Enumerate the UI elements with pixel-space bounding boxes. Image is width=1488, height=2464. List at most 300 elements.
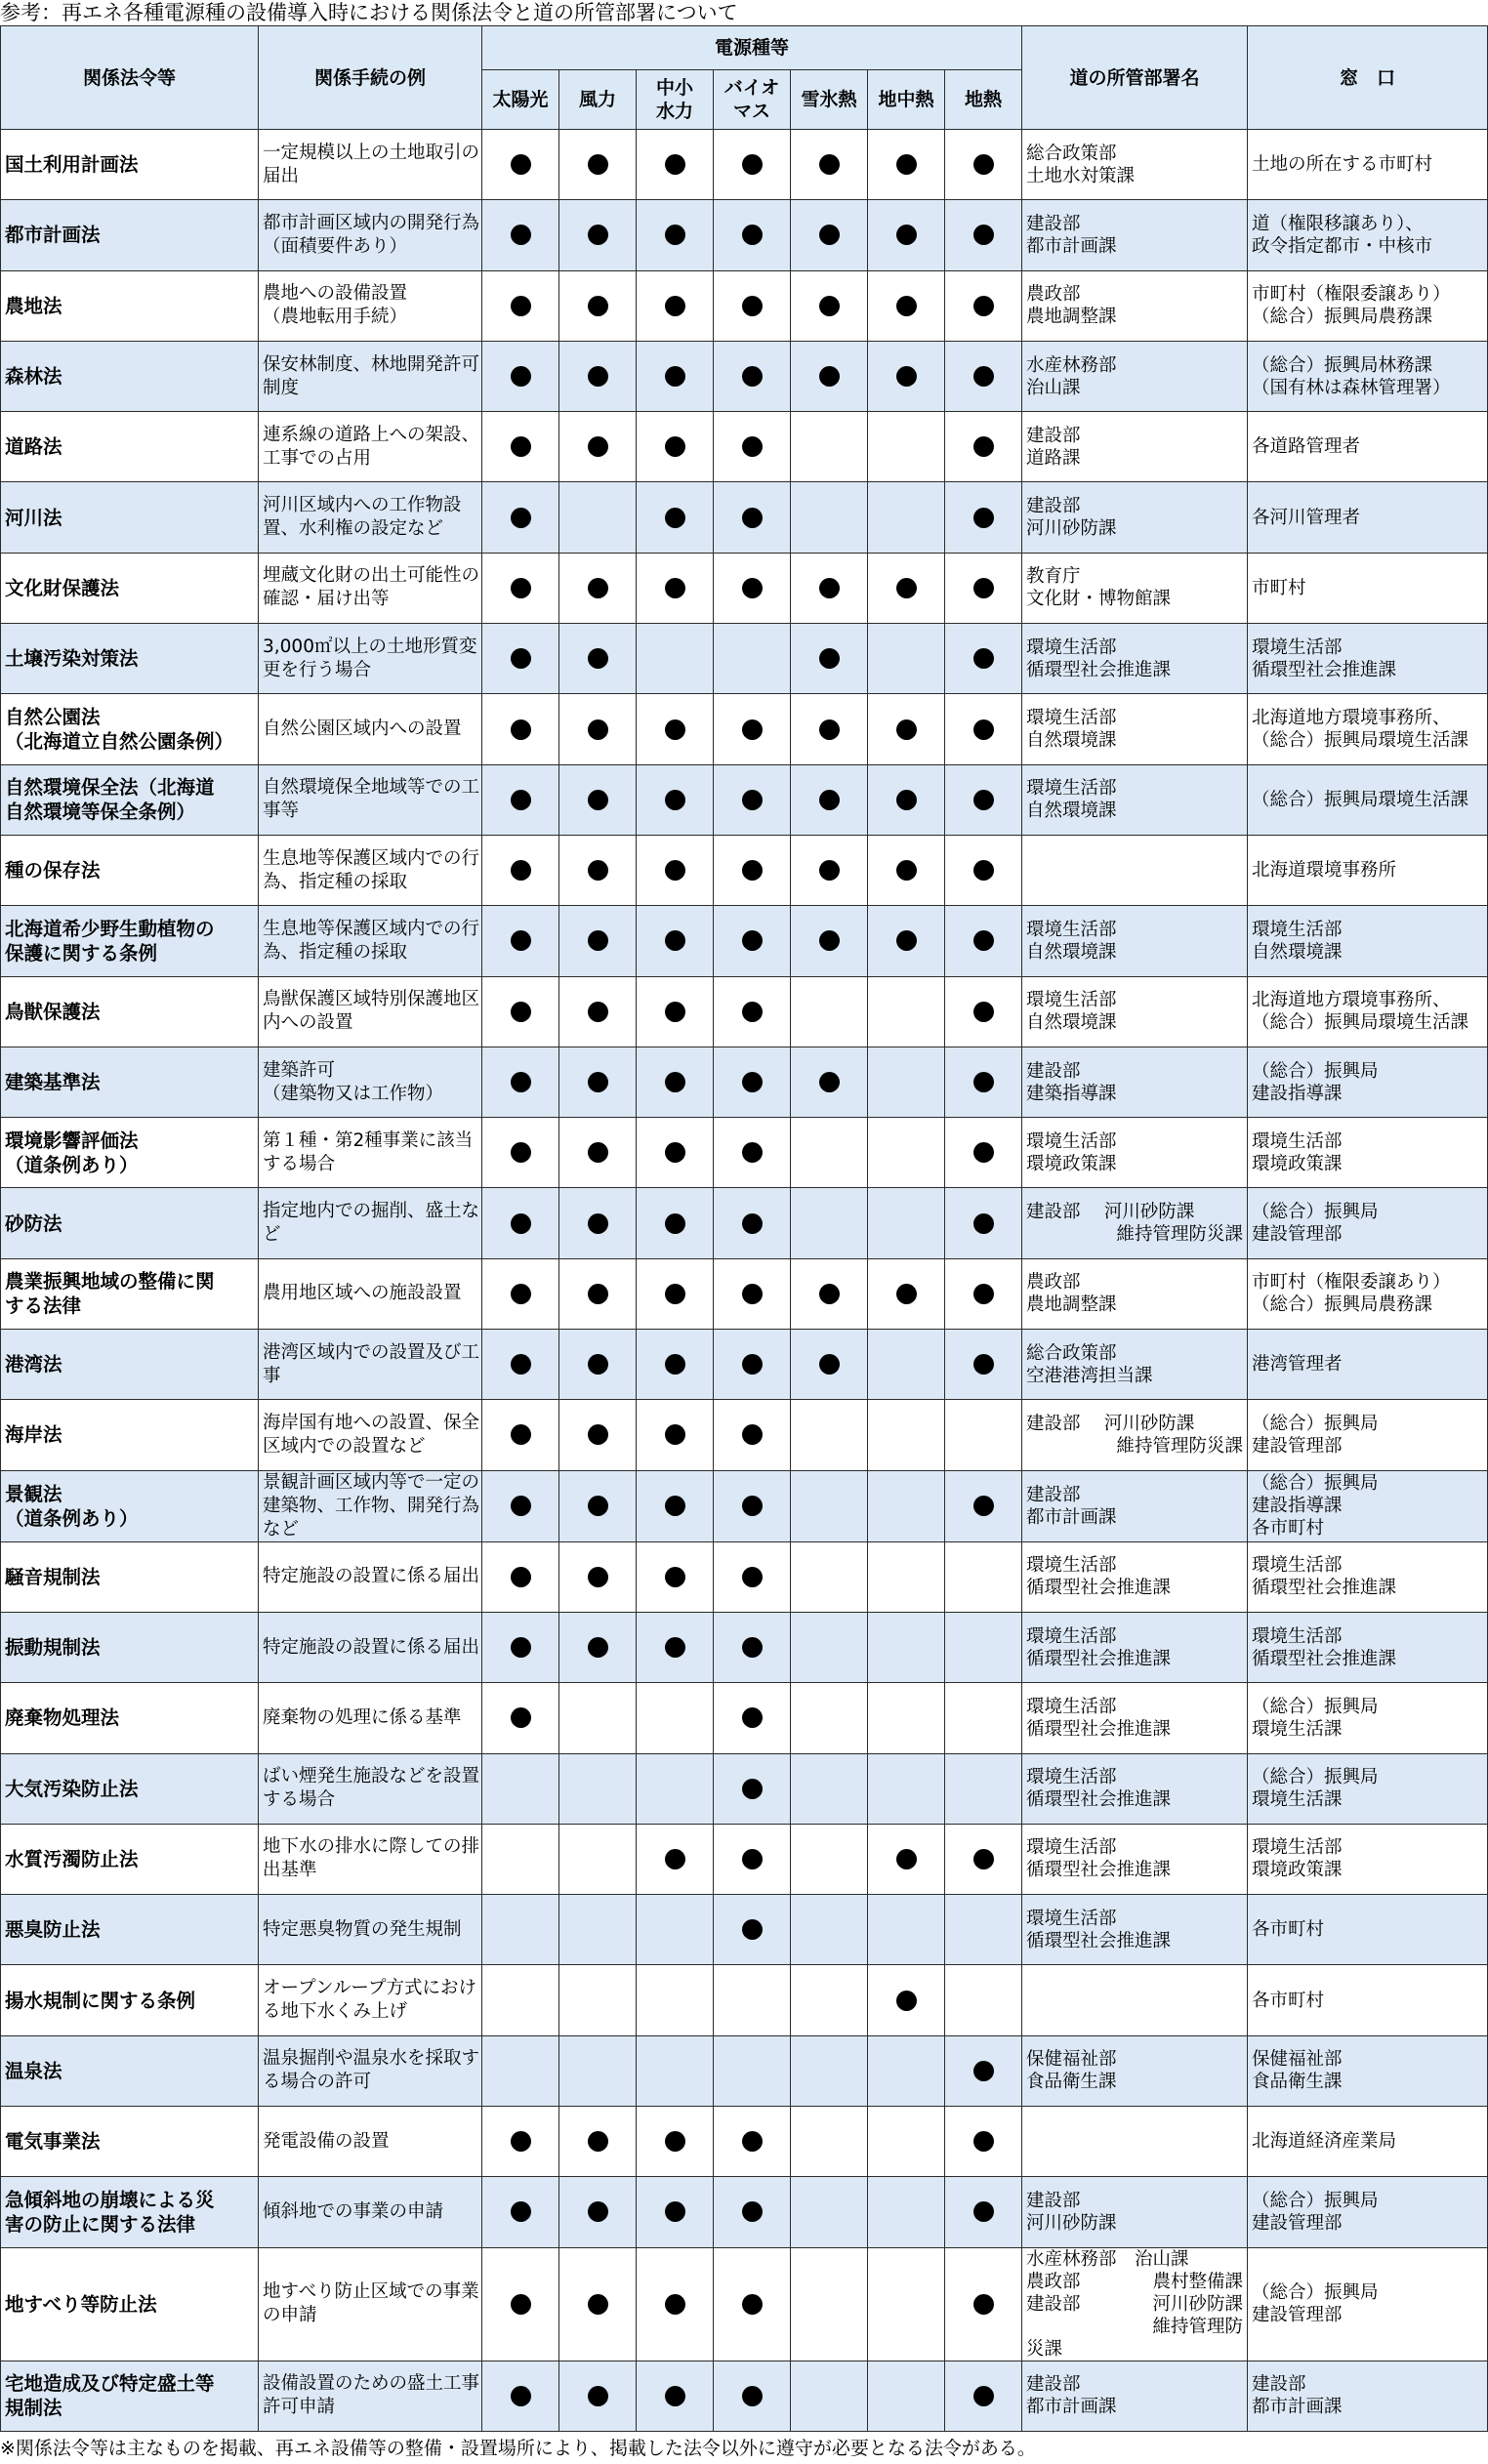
applicable-dot-icon bbox=[588, 1002, 608, 1022]
applicability-cell bbox=[482, 1047, 559, 1117]
department-cell: 水産林務部 治山課 農政部 農村整備課 建設部 河川砂防課 維持管理防災課 bbox=[1022, 2247, 1248, 2361]
header-power-type: 地熱 bbox=[945, 70, 1022, 130]
applicable-dot-icon bbox=[511, 1496, 531, 1516]
department-cell: 保健福祉部 食品衛生課 bbox=[1022, 2035, 1248, 2106]
department-cell: 総合政策部 土地水対策課 bbox=[1022, 130, 1248, 200]
law-name-cell: 種の保存法 bbox=[1, 835, 259, 905]
applicability-cell bbox=[482, 1188, 559, 1258]
applicability-cell bbox=[637, 835, 714, 905]
applicability-cell bbox=[791, 1965, 868, 2035]
applicability-cell bbox=[714, 1047, 791, 1117]
applicability-cell bbox=[637, 2247, 714, 2361]
contact-cell: （総合）振興局 建設管理部 bbox=[1248, 2177, 1488, 2247]
applicable-dot-icon bbox=[742, 225, 763, 245]
department-cell: 総合政策部 空港港湾担当課 bbox=[1022, 1330, 1248, 1400]
applicability-cell bbox=[868, 624, 945, 694]
applicability-cell bbox=[637, 694, 714, 764]
table-row bbox=[1, 1400, 1488, 1470]
applicability-cell bbox=[714, 1470, 791, 1541]
applicable-dot-icon bbox=[742, 1567, 763, 1587]
procedure-cell: 設備設置のための盛土工事許可申請 bbox=[259, 2361, 482, 2431]
header-law: 関係法令等 bbox=[1, 26, 259, 130]
applicable-dot-icon bbox=[973, 1213, 994, 1234]
applicability-cell bbox=[482, 130, 559, 200]
applicability-cell bbox=[868, 764, 945, 835]
applicability-cell bbox=[559, 835, 637, 905]
applicable-dot-icon bbox=[973, 508, 994, 528]
procedure-cell: 埋蔵文化財の出土可能性の確認・届け出等 bbox=[259, 553, 482, 623]
applicable-dot-icon bbox=[665, 1354, 685, 1375]
applicability-cell bbox=[637, 1188, 714, 1258]
contact-cell: 環境生活部 環境政策課 bbox=[1248, 1824, 1488, 1894]
applicability-cell bbox=[868, 1330, 945, 1400]
applicability-cell bbox=[791, 1258, 868, 1329]
applicable-dot-icon bbox=[588, 154, 608, 175]
procedure-cell: 地すべり防止区域での事業の申請 bbox=[259, 2247, 482, 2361]
applicable-dot-icon bbox=[511, 1002, 531, 1022]
applicable-dot-icon bbox=[896, 154, 917, 175]
contact-cell: （総合）振興局 建設管理部 bbox=[1248, 1188, 1488, 1258]
applicability-cell bbox=[559, 2107, 637, 2177]
applicability-cell bbox=[482, 1965, 559, 2035]
applicable-dot-icon bbox=[511, 154, 531, 175]
applicability-cell bbox=[637, 553, 714, 623]
law-name-cell: 自然環境保全法（北海道 自然環境等保全条例） bbox=[1, 764, 259, 835]
law-name-cell: 農業振興地域の整備に関 する法律 bbox=[1, 1258, 259, 1329]
applicability-cell bbox=[945, 1612, 1022, 1682]
applicability-cell bbox=[791, 2247, 868, 2361]
applicable-dot-icon bbox=[665, 860, 685, 881]
applicability-cell bbox=[791, 1188, 868, 1258]
procedure-cell: 特定悪臭物質の発生規制 bbox=[259, 1895, 482, 1965]
applicability-cell bbox=[868, 2107, 945, 2177]
applicable-dot-icon bbox=[973, 790, 994, 810]
applicability-cell bbox=[559, 694, 637, 764]
table-row bbox=[1, 2247, 1488, 2361]
applicable-dot-icon bbox=[742, 930, 763, 951]
table-row bbox=[1, 1683, 1488, 1753]
applicability-cell bbox=[945, 1824, 1022, 1894]
applicability-cell bbox=[868, 1824, 945, 1894]
table-row bbox=[1, 624, 1488, 694]
applicability-cell bbox=[945, 1400, 1022, 1470]
applicable-dot-icon bbox=[973, 578, 994, 598]
department-cell: 水産林務部 治山課 bbox=[1022, 341, 1248, 411]
applicability-cell bbox=[714, 624, 791, 694]
applicability-cell bbox=[714, 1612, 791, 1682]
applicability-cell bbox=[945, 1965, 1022, 2035]
applicability-cell bbox=[868, 482, 945, 553]
applicability-cell bbox=[637, 1753, 714, 1824]
applicable-dot-icon bbox=[588, 930, 608, 951]
applicable-dot-icon bbox=[742, 1779, 763, 1799]
law-name-cell: 鳥獣保護法 bbox=[1, 976, 259, 1047]
applicability-cell bbox=[559, 2177, 637, 2247]
applicability-cell bbox=[714, 1541, 791, 1612]
applicability-cell bbox=[714, 976, 791, 1047]
applicability-cell bbox=[791, 1118, 868, 1188]
applicability-cell bbox=[637, 1330, 714, 1400]
applicability-cell bbox=[637, 1965, 714, 2035]
applicability-cell bbox=[791, 976, 868, 1047]
applicability-cell bbox=[559, 1258, 637, 1329]
applicability-cell bbox=[868, 270, 945, 341]
table-row bbox=[1, 1895, 1488, 1965]
applicable-dot-icon bbox=[973, 296, 994, 316]
table-row bbox=[1, 200, 1488, 270]
applicability-cell bbox=[791, 694, 868, 764]
contact-cell: 土地の所在する市町村 bbox=[1248, 130, 1488, 200]
applicable-dot-icon bbox=[588, 296, 608, 316]
contact-cell: 環境生活部 循環型社会推進課 bbox=[1248, 624, 1488, 694]
applicable-dot-icon bbox=[742, 436, 763, 457]
applicable-dot-icon bbox=[588, 366, 608, 387]
applicability-cell bbox=[945, 270, 1022, 341]
applicability-cell bbox=[868, 976, 945, 1047]
applicability-cell bbox=[559, 1470, 637, 1541]
procedure-cell: 連系線の道路上への架設、工事での占用 bbox=[259, 412, 482, 482]
applicability-cell bbox=[637, 270, 714, 341]
law-name-cell: 国土利用計画法 bbox=[1, 130, 259, 200]
applicable-dot-icon bbox=[511, 366, 531, 387]
applicable-dot-icon bbox=[742, 1002, 763, 1022]
applicability-cell bbox=[945, 1683, 1022, 1753]
contact-cell: （総合）振興局 建設管理部 bbox=[1248, 2247, 1488, 2361]
applicability-cell bbox=[637, 906, 714, 976]
applicability-cell bbox=[559, 1330, 637, 1400]
applicability-cell bbox=[559, 412, 637, 482]
contact-cell: （総合）振興局 環境生活課 bbox=[1248, 1753, 1488, 1824]
applicable-dot-icon bbox=[665, 154, 685, 175]
law-name-cell: 温泉法 bbox=[1, 2035, 259, 2106]
applicability-cell bbox=[482, 482, 559, 553]
applicable-dot-icon bbox=[742, 154, 763, 175]
applicable-dot-icon bbox=[819, 790, 840, 810]
applicable-dot-icon bbox=[742, 1284, 763, 1304]
applicable-dot-icon bbox=[665, 508, 685, 528]
applicable-dot-icon bbox=[511, 2131, 531, 2152]
contact-cell: （総合）振興局 建設指導課 各市町村 bbox=[1248, 1470, 1488, 1541]
procedure-cell: 発電設備の設置 bbox=[259, 2107, 482, 2177]
contact-cell: 各市町村 bbox=[1248, 1965, 1488, 2035]
applicable-dot-icon bbox=[588, 719, 608, 740]
table-row bbox=[1, 2361, 1488, 2431]
department-cell: 環境生活部 循環型社会推進課 bbox=[1022, 1753, 1248, 1824]
procedure-cell: ばい煙発生施設などを設置する場合 bbox=[259, 1753, 482, 1824]
applicability-cell bbox=[868, 1188, 945, 1258]
header-procedure: 関係手続の例 bbox=[259, 26, 482, 130]
applicability-cell bbox=[945, 553, 1022, 623]
applicable-dot-icon bbox=[588, 225, 608, 245]
procedure-cell: 農用地区域への施設設置 bbox=[259, 1258, 482, 1329]
applicability-cell bbox=[791, 200, 868, 270]
applicability-cell bbox=[791, 2361, 868, 2431]
applicability-cell bbox=[482, 270, 559, 341]
applicable-dot-icon bbox=[511, 1567, 531, 1587]
applicable-dot-icon bbox=[973, 2061, 994, 2081]
applicability-cell bbox=[637, 2361, 714, 2431]
table-row bbox=[1, 341, 1488, 411]
applicability-cell bbox=[868, 1965, 945, 2035]
applicability-cell bbox=[945, 2247, 1022, 2361]
applicable-dot-icon bbox=[665, 1849, 685, 1869]
applicability-cell bbox=[791, 2177, 868, 2247]
applicable-dot-icon bbox=[665, 2386, 685, 2406]
applicability-cell bbox=[714, 1118, 791, 1188]
applicable-dot-icon bbox=[511, 930, 531, 951]
applicable-dot-icon bbox=[819, 1354, 840, 1375]
contact-cell: 道（権限移譲あり）、 政令指定都市・中核市 bbox=[1248, 200, 1488, 270]
applicability-cell bbox=[868, 2177, 945, 2247]
procedure-cell: 都市計画区域内の開発行為（面積要件あり） bbox=[259, 200, 482, 270]
applicability-cell bbox=[791, 1470, 868, 1541]
contact-cell: 北海道地方環境事務所、 （総合）振興局環境生活課 bbox=[1248, 694, 1488, 764]
applicable-dot-icon bbox=[819, 366, 840, 387]
applicable-dot-icon bbox=[742, 1142, 763, 1163]
applicability-cell bbox=[714, 764, 791, 835]
applicable-dot-icon bbox=[742, 1354, 763, 1375]
contact-cell: 保健福祉部 食品衛生課 bbox=[1248, 2035, 1488, 2106]
applicability-cell bbox=[559, 1612, 637, 1682]
applicable-dot-icon bbox=[665, 366, 685, 387]
applicability-cell bbox=[945, 200, 1022, 270]
table-row bbox=[1, 1258, 1488, 1329]
applicability-cell bbox=[945, 482, 1022, 553]
law-name-cell: 土壌汚染対策法 bbox=[1, 624, 259, 694]
department-cell: 環境生活部 循環型社会推進課 bbox=[1022, 624, 1248, 694]
applicable-dot-icon bbox=[742, 1072, 763, 1092]
applicable-dot-icon bbox=[511, 578, 531, 598]
applicability-cell bbox=[868, 412, 945, 482]
applicable-dot-icon bbox=[819, 930, 840, 951]
department-cell: 建設部 河川砂防課 維持管理防災課 bbox=[1022, 1188, 1248, 1258]
applicability-cell bbox=[482, 835, 559, 905]
law-name-cell: 振動規制法 bbox=[1, 1612, 259, 1682]
applicability-cell bbox=[714, 906, 791, 976]
applicable-dot-icon bbox=[511, 648, 531, 669]
applicable-dot-icon bbox=[588, 1284, 608, 1304]
applicability-cell bbox=[637, 1824, 714, 1894]
applicability-cell bbox=[868, 835, 945, 905]
header-power-type: 中小 水力 bbox=[637, 70, 714, 130]
applicable-dot-icon bbox=[588, 578, 608, 598]
applicable-dot-icon bbox=[511, 225, 531, 245]
procedure-cell: 特定施設の設置に係る届出 bbox=[259, 1612, 482, 1682]
applicability-cell bbox=[868, 553, 945, 623]
applicability-cell bbox=[791, 1895, 868, 1965]
contact-cell: （総合）振興局環境生活課 bbox=[1248, 764, 1488, 835]
regulations-table-container bbox=[0, 25, 1488, 2432]
applicability-cell bbox=[945, 1895, 1022, 1965]
applicability-cell bbox=[714, 2177, 791, 2247]
applicable-dot-icon bbox=[973, 436, 994, 457]
applicability-cell bbox=[714, 2361, 791, 2431]
applicability-cell bbox=[559, 130, 637, 200]
applicability-cell bbox=[637, 1895, 714, 1965]
applicable-dot-icon bbox=[588, 1567, 608, 1587]
applicability-cell bbox=[945, 1541, 1022, 1612]
law-name-cell: 北海道希少野生動植物の 保護に関する条例 bbox=[1, 906, 259, 976]
applicable-dot-icon bbox=[588, 1496, 608, 1516]
department-cell: 建設部 河川砂防課 bbox=[1022, 482, 1248, 553]
applicability-cell bbox=[637, 1047, 714, 1117]
applicability-cell bbox=[791, 482, 868, 553]
applicable-dot-icon bbox=[511, 2294, 531, 2315]
table-row bbox=[1, 2035, 1488, 2106]
applicability-cell bbox=[714, 1824, 791, 1894]
applicability-cell bbox=[559, 200, 637, 270]
contact-cell: 環境生活部 循環型社会推進課 bbox=[1248, 1541, 1488, 1612]
applicable-dot-icon bbox=[973, 2386, 994, 2406]
department-cell: 環境生活部 自然環境課 bbox=[1022, 976, 1248, 1047]
applicability-cell bbox=[482, 2177, 559, 2247]
law-name-cell: 環境影響評価法 （道条例あり） bbox=[1, 1118, 259, 1188]
applicable-dot-icon bbox=[819, 719, 840, 740]
applicability-cell bbox=[559, 1188, 637, 1258]
applicable-dot-icon bbox=[973, 2294, 994, 2315]
applicability-cell bbox=[868, 1400, 945, 1470]
table-row bbox=[1, 1470, 1488, 1541]
law-name-cell: 自然公園法 （北海道立自然公園条例） bbox=[1, 694, 259, 764]
applicable-dot-icon bbox=[511, 296, 531, 316]
applicable-dot-icon bbox=[665, 1496, 685, 1516]
table-row bbox=[1, 553, 1488, 623]
applicability-cell bbox=[559, 1824, 637, 1894]
contact-cell: 建設部 都市計画課 bbox=[1248, 2361, 1488, 2431]
applicable-dot-icon bbox=[588, 860, 608, 881]
department-cell: 環境生活部 循環型社会推進課 bbox=[1022, 1612, 1248, 1682]
contact-cell: 環境生活部 循環型社会推進課 bbox=[1248, 1612, 1488, 1682]
applicability-cell bbox=[945, 130, 1022, 200]
header-department: 道の所管部署名 bbox=[1022, 26, 1248, 130]
applicable-dot-icon bbox=[665, 1284, 685, 1304]
applicability-cell bbox=[868, 1118, 945, 1188]
law-name-cell: 建築基準法 bbox=[1, 1047, 259, 1117]
applicable-dot-icon bbox=[665, 2201, 685, 2222]
department-cell: 環境生活部 循環型社会推進課 bbox=[1022, 1895, 1248, 1965]
department-cell: 建設部 河川砂防課 維持管理防災課 bbox=[1022, 1400, 1248, 1470]
applicability-cell bbox=[945, 906, 1022, 976]
applicable-dot-icon bbox=[588, 1354, 608, 1375]
applicable-dot-icon bbox=[665, 296, 685, 316]
procedure-cell: 生息地等保護区域内での行為、指定種の採取 bbox=[259, 906, 482, 976]
applicability-cell bbox=[482, 1612, 559, 1682]
applicable-dot-icon bbox=[511, 508, 531, 528]
law-name-cell: 道路法 bbox=[1, 412, 259, 482]
procedure-cell: 河川区域内への工作物設置、水利権の設定など bbox=[259, 482, 482, 553]
applicability-cell bbox=[559, 764, 637, 835]
department-cell: 建設部 河川砂防課 bbox=[1022, 2177, 1248, 2247]
procedure-cell: 景観計画区域内等で一定の建築物、工作物、開発行為など bbox=[259, 1470, 482, 1541]
applicable-dot-icon bbox=[742, 508, 763, 528]
department-cell: 環境生活部 自然環境課 bbox=[1022, 694, 1248, 764]
applicable-dot-icon bbox=[742, 366, 763, 387]
applicability-cell bbox=[482, 1118, 559, 1188]
applicability-cell bbox=[482, 624, 559, 694]
applicability-cell bbox=[945, 1118, 1022, 1188]
applicable-dot-icon bbox=[896, 225, 917, 245]
applicability-cell bbox=[559, 2035, 637, 2106]
applicability-cell bbox=[945, 1330, 1022, 1400]
applicable-dot-icon bbox=[742, 790, 763, 810]
applicable-dot-icon bbox=[973, 860, 994, 881]
table-row bbox=[1, 1330, 1488, 1400]
applicability-cell bbox=[791, 1683, 868, 1753]
applicability-cell bbox=[945, 694, 1022, 764]
applicable-dot-icon bbox=[973, 225, 994, 245]
applicability-cell bbox=[791, 764, 868, 835]
applicable-dot-icon bbox=[819, 860, 840, 881]
applicability-cell bbox=[637, 1541, 714, 1612]
applicability-cell bbox=[637, 341, 714, 411]
applicability-cell bbox=[868, 130, 945, 200]
applicability-cell bbox=[482, 1541, 559, 1612]
applicable-dot-icon bbox=[665, 1637, 685, 1658]
applicability-cell bbox=[482, 1753, 559, 1824]
applicability-cell bbox=[945, 1470, 1022, 1541]
procedure-cell: 海岸国有地への設置、保全区域内での設置など bbox=[259, 1400, 482, 1470]
applicability-cell bbox=[868, 1753, 945, 1824]
applicable-dot-icon bbox=[973, 648, 994, 669]
applicability-cell bbox=[714, 1258, 791, 1329]
department-cell: 環境生活部 循環型社会推進課 bbox=[1022, 1683, 1248, 1753]
table-row bbox=[1, 1118, 1488, 1188]
law-name-cell: 騒音規制法 bbox=[1, 1541, 259, 1612]
applicability-cell bbox=[482, 764, 559, 835]
applicable-dot-icon bbox=[665, 2131, 685, 2152]
applicability-cell bbox=[791, 1824, 868, 1894]
procedure-cell: 保安林制度、林地開発許可制度 bbox=[259, 341, 482, 411]
applicability-cell bbox=[637, 130, 714, 200]
applicability-cell bbox=[714, 1683, 791, 1753]
applicability-cell bbox=[868, 2361, 945, 2431]
contact-cell: 各河川管理者 bbox=[1248, 482, 1488, 553]
applicable-dot-icon bbox=[511, 719, 531, 740]
applicable-dot-icon bbox=[665, 436, 685, 457]
law-name-cell: 電気事業法 bbox=[1, 2107, 259, 2177]
applicability-cell bbox=[868, 1895, 945, 1965]
applicable-dot-icon bbox=[511, 1284, 531, 1304]
applicable-dot-icon bbox=[819, 648, 840, 669]
applicability-cell bbox=[868, 1258, 945, 1329]
applicability-cell bbox=[868, 2035, 945, 2106]
applicability-cell bbox=[482, 1470, 559, 1541]
header-power-group: 電源種等 bbox=[482, 26, 1022, 70]
applicable-dot-icon bbox=[588, 1637, 608, 1658]
applicable-dot-icon bbox=[896, 930, 917, 951]
applicability-cell bbox=[868, 1541, 945, 1612]
applicability-cell bbox=[637, 1118, 714, 1188]
law-name-cell: 都市計画法 bbox=[1, 200, 259, 270]
applicability-cell bbox=[714, 341, 791, 411]
law-name-cell: 揚水規制に関する条例 bbox=[1, 1965, 259, 2035]
department-cell: 建設部 都市計画課 bbox=[1022, 2361, 1248, 2431]
applicability-cell bbox=[559, 1047, 637, 1117]
applicable-dot-icon bbox=[742, 1849, 763, 1869]
applicability-cell bbox=[482, 1895, 559, 1965]
table-row bbox=[1, 482, 1488, 553]
applicability-cell bbox=[945, 2361, 1022, 2431]
applicability-cell bbox=[482, 694, 559, 764]
contact-cell: 市町村（権限委譲あり） （総合）振興局農務課 bbox=[1248, 270, 1488, 341]
applicability-cell bbox=[945, 624, 1022, 694]
applicable-dot-icon bbox=[742, 2131, 763, 2152]
applicability-cell bbox=[637, 412, 714, 482]
applicability-cell bbox=[868, 694, 945, 764]
contact-cell: 各道路管理者 bbox=[1248, 412, 1488, 482]
applicability-cell bbox=[791, 624, 868, 694]
procedure-cell: 港湾区域内での設置及び工事 bbox=[259, 1330, 482, 1400]
